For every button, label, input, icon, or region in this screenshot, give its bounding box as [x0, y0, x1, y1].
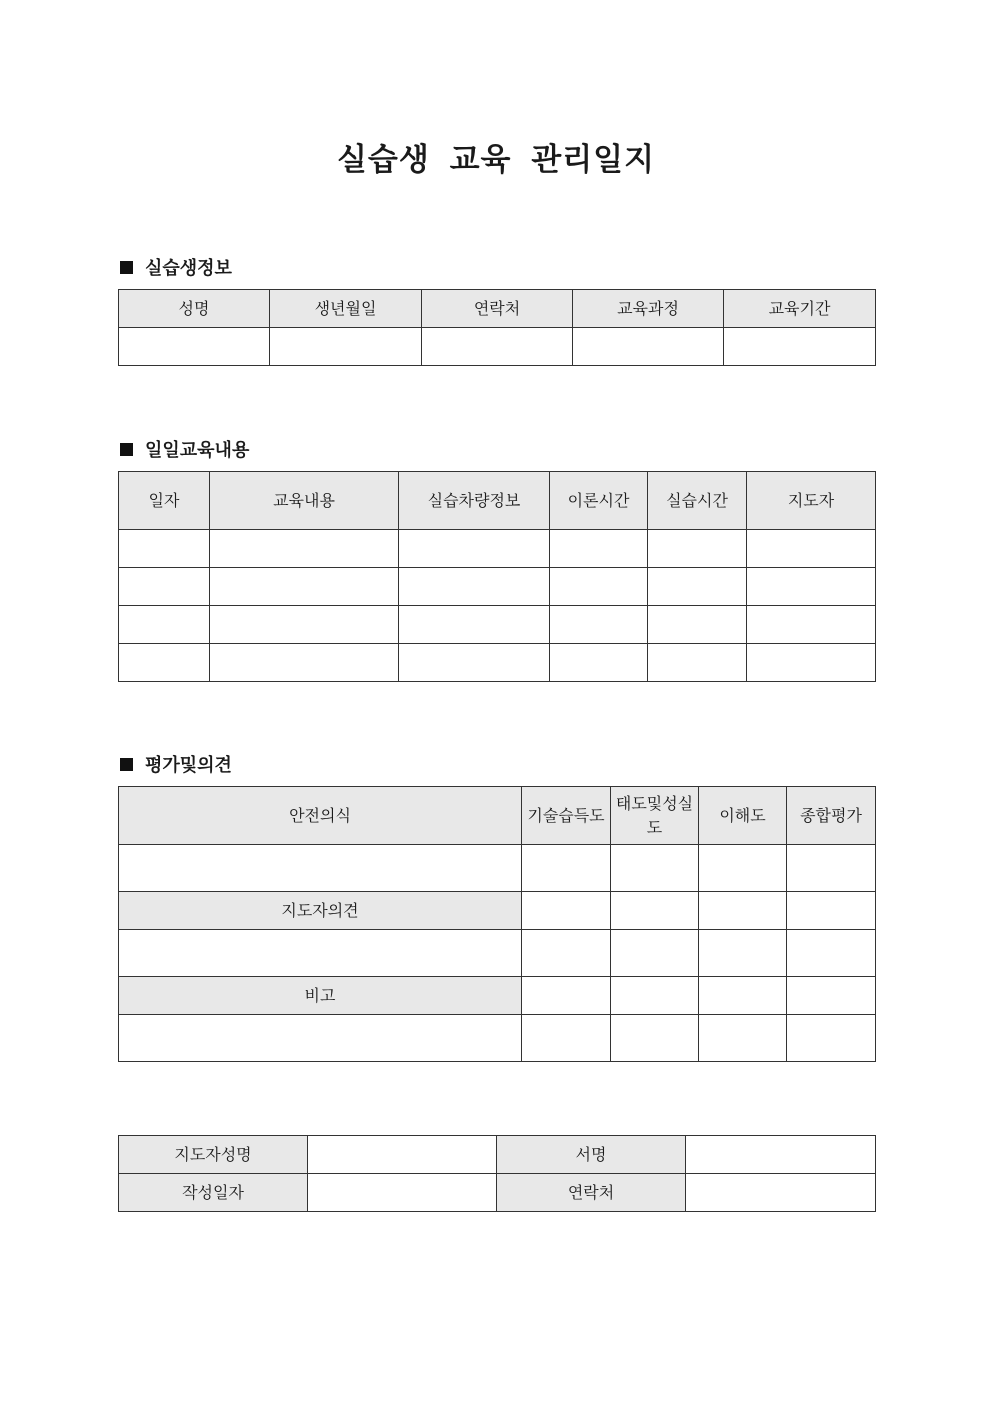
attitude-cell[interactable]: [611, 930, 699, 977]
label-remarks: 비고: [119, 977, 522, 1015]
header-safety: 안전의식: [119, 787, 522, 845]
header-birthdate: 생년월일: [270, 290, 422, 328]
header-skill: 기술습득도: [522, 787, 611, 845]
skill-cell[interactable]: [522, 892, 611, 930]
table-row: [119, 606, 876, 644]
attitude-cell[interactable]: [611, 892, 699, 930]
vehicle-cell[interactable]: [399, 568, 550, 606]
overall-cell[interactable]: [787, 845, 876, 892]
date-cell[interactable]: [119, 568, 210, 606]
practice-cell[interactable]: [648, 568, 747, 606]
label-date-written: 작성일자: [119, 1174, 308, 1212]
name-cell[interactable]: [119, 328, 270, 366]
instructor-opinion-cell[interactable]: [119, 930, 522, 977]
skill-cell[interactable]: [522, 1015, 611, 1062]
overall-cell[interactable]: [787, 1015, 876, 1062]
header-practice-hours: 실습시간: [648, 472, 747, 530]
theory-cell[interactable]: [550, 644, 648, 682]
skill-cell[interactable]: [522, 930, 611, 977]
theory-cell[interactable]: [550, 568, 648, 606]
header-attitude: 태도및성실도: [611, 787, 699, 845]
instructor-cell[interactable]: [747, 644, 876, 682]
label-contact: 연락처: [497, 1174, 686, 1212]
content-cell[interactable]: [210, 568, 399, 606]
student-info-table: [118, 289, 876, 366]
content-cell[interactable]: [210, 644, 399, 682]
header-name: 성명: [119, 290, 270, 328]
label-instructor-opinion: 지도자의견: [119, 892, 522, 930]
date-cell[interactable]: [119, 606, 210, 644]
understanding-cell[interactable]: [699, 1015, 787, 1062]
header-course: 교육과정: [573, 290, 724, 328]
date-cell[interactable]: [119, 530, 210, 568]
skill-cell[interactable]: [522, 845, 611, 892]
date-written-cell[interactable]: [308, 1174, 497, 1212]
section-student-info: [120, 254, 232, 280]
course-cell[interactable]: [573, 328, 724, 366]
instructor-name-cell[interactable]: [308, 1136, 497, 1174]
table-row: [119, 568, 876, 606]
period-cell[interactable]: [724, 328, 876, 366]
label-instructor-name: 지도자성명: [119, 1136, 308, 1174]
attitude-cell[interactable]: [611, 1015, 699, 1062]
daily-education-table: [118, 471, 876, 682]
header-understanding: 이해도: [699, 787, 787, 845]
page-title: 실습생 교육 관리일지: [336, 142, 656, 178]
content-cell[interactable]: [210, 606, 399, 644]
vehicle-cell[interactable]: [399, 530, 550, 568]
evaluation-table: [118, 786, 876, 1062]
signature-table: [118, 1135, 876, 1212]
theory-cell[interactable]: [550, 606, 648, 644]
header-date: 일자: [119, 472, 210, 530]
section-evaluation: [120, 751, 232, 777]
contact-cell[interactable]: [686, 1174, 876, 1212]
skill-cell[interactable]: [522, 977, 611, 1015]
vehicle-cell[interactable]: [399, 644, 550, 682]
table-row: [119, 530, 876, 568]
header-theory-hours: 이론시간: [550, 472, 648, 530]
square-bullet-icon: [120, 758, 133, 771]
overall-cell[interactable]: [787, 892, 876, 930]
header-period: 교육기간: [724, 290, 876, 328]
header-vehicle-info: 실습차량정보: [399, 472, 550, 530]
table-row: [119, 644, 876, 682]
vehicle-cell[interactable]: [399, 606, 550, 644]
overall-cell[interactable]: [787, 977, 876, 1015]
section-heading: 실습생정보: [145, 258, 232, 279]
attitude-cell[interactable]: [611, 845, 699, 892]
header-instructor: 지도자: [747, 472, 876, 530]
understanding-cell[interactable]: [699, 930, 787, 977]
practice-cell[interactable]: [648, 644, 747, 682]
square-bullet-icon: [120, 261, 133, 274]
understanding-cell[interactable]: [699, 845, 787, 892]
understanding-cell[interactable]: [699, 977, 787, 1015]
understanding-cell[interactable]: [699, 892, 787, 930]
safety-cell[interactable]: [119, 845, 522, 892]
signature-cell[interactable]: [686, 1136, 876, 1174]
overall-cell[interactable]: [787, 930, 876, 977]
instructor-cell[interactable]: [747, 606, 876, 644]
contact-cell[interactable]: [422, 328, 573, 366]
instructor-cell[interactable]: [747, 530, 876, 568]
section-heading: 평가및의견: [145, 755, 232, 776]
header-contact: 연락처: [422, 290, 573, 328]
birthdate-cell[interactable]: [270, 328, 422, 366]
content-cell[interactable]: [210, 530, 399, 568]
section-heading: 일일교육내용: [145, 440, 250, 461]
date-cell[interactable]: [119, 644, 210, 682]
header-overall: 종합평가: [787, 787, 876, 845]
remarks-cell[interactable]: [119, 1015, 522, 1062]
attitude-cell[interactable]: [611, 977, 699, 1015]
theory-cell[interactable]: [550, 530, 648, 568]
practice-cell[interactable]: [648, 606, 747, 644]
square-bullet-icon: [120, 443, 133, 456]
label-signature: 서명: [497, 1136, 686, 1174]
header-content: 교육내용: [210, 472, 399, 530]
instructor-cell[interactable]: [747, 568, 876, 606]
section-daily-education: [120, 436, 249, 462]
practice-cell[interactable]: [648, 530, 747, 568]
